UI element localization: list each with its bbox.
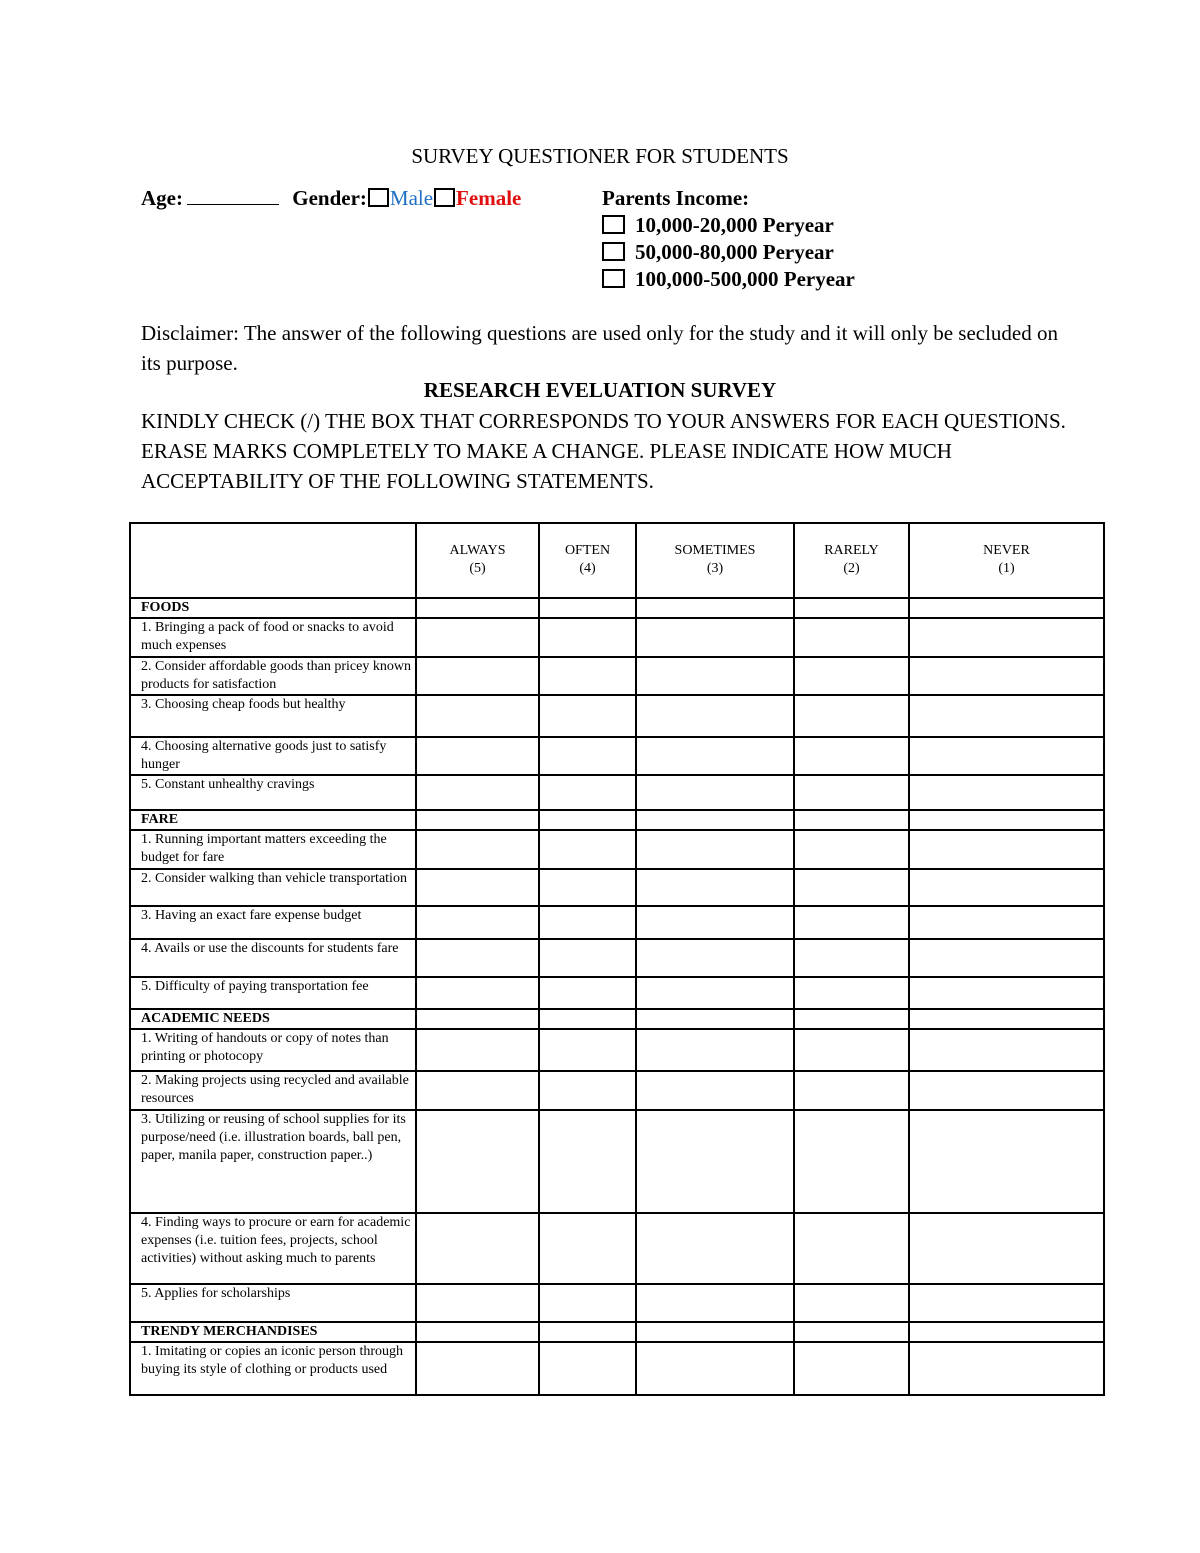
- male-label: Male: [389, 186, 434, 210]
- question-row: [130, 1071, 1104, 1110]
- category-blank-cell: [416, 598, 539, 618]
- category-blank-cell: [794, 1322, 909, 1342]
- answer-cell[interactable]: [794, 977, 909, 1009]
- category-blank-cell: [909, 810, 1104, 830]
- question-text: 4. Avails or use the discounts for students fare: [130, 939, 416, 977]
- page-title: SURVEY QUESTIONER FOR STUDENTS: [411, 144, 789, 168]
- answer-cell[interactable]: [909, 977, 1104, 1009]
- answer-cell[interactable]: [636, 1213, 794, 1284]
- question-row: [130, 1029, 1104, 1071]
- answer-cell[interactable]: [539, 1110, 636, 1213]
- answer-cell[interactable]: [909, 1110, 1104, 1213]
- answer-cell[interactable]: [636, 1071, 794, 1110]
- answer-cell[interactable]: [909, 695, 1104, 737]
- category-blank-cell: [794, 810, 909, 830]
- parents-income-group: [602, 186, 855, 294]
- answer-cell[interactable]: [539, 695, 636, 737]
- scale-header: OFTEN (4): [539, 523, 636, 598]
- answer-cell[interactable]: [794, 775, 909, 810]
- question-row: [130, 618, 1104, 657]
- question-text: 1. Running important matters exceeding the budget for fare: [130, 830, 416, 869]
- answer-cell[interactable]: [539, 737, 636, 775]
- income-checkbox[interactable]: [602, 242, 625, 261]
- answer-cell[interactable]: [794, 695, 909, 737]
- category-blank-cell: [539, 1322, 636, 1342]
- income-label: Parents Income:: [602, 186, 750, 210]
- survey-title: RESEARCH EVELUATION SURVEY: [423, 378, 777, 402]
- income-option: [602, 240, 855, 267]
- question-row: [130, 737, 1104, 775]
- question-text: 5. Difficulty of paying transportation fee: [130, 977, 416, 1009]
- category-row: [130, 1009, 1104, 1029]
- answer-cell[interactable]: [416, 869, 539, 906]
- answer-cell[interactable]: [909, 869, 1104, 906]
- category-label: ACADEMIC NEEDS: [130, 1009, 416, 1029]
- answer-cell[interactable]: [416, 939, 539, 977]
- answer-cell[interactable]: [416, 1071, 539, 1110]
- question-text: 3. Choosing cheap foods but healthy: [130, 695, 416, 737]
- answer-cell[interactable]: [539, 657, 636, 695]
- answer-cell[interactable]: [416, 1110, 539, 1213]
- answer-cell[interactable]: [416, 695, 539, 737]
- answer-cell[interactable]: [636, 1342, 794, 1395]
- answer-cell[interactable]: [539, 1213, 636, 1284]
- answer-cell[interactable]: [636, 737, 794, 775]
- answer-cell[interactable]: [636, 657, 794, 695]
- answer-cell[interactable]: [416, 1029, 539, 1071]
- answer-cell[interactable]: [539, 618, 636, 657]
- answer-cell[interactable]: [794, 1342, 909, 1395]
- age-label: Age:: [141, 186, 183, 210]
- category-blank-cell: [636, 1322, 794, 1342]
- category-label: FARE: [130, 810, 416, 830]
- answer-cell[interactable]: [794, 1110, 909, 1213]
- answer-cell[interactable]: [416, 775, 539, 810]
- question-row: [130, 939, 1104, 977]
- category-blank-cell: [636, 1009, 794, 1029]
- answer-cell[interactable]: [636, 830, 794, 869]
- answer-cell[interactable]: [794, 1071, 909, 1110]
- gender-label: Gender:: [292, 186, 367, 210]
- answer-cell[interactable]: [909, 657, 1104, 695]
- scale-header: NEVER (1): [909, 523, 1104, 598]
- income-checkbox[interactable]: [602, 215, 625, 234]
- answer-cell[interactable]: [909, 737, 1104, 775]
- answer-cell[interactable]: [909, 1284, 1104, 1322]
- answer-cell[interactable]: [909, 1342, 1104, 1395]
- question-text: 2. Consider affordable goods than pricey known products for satisfaction: [130, 657, 416, 695]
- answer-cell[interactable]: [794, 939, 909, 977]
- answer-cell[interactable]: [794, 657, 909, 695]
- answer-cell[interactable]: [416, 977, 539, 1009]
- scale-header: ALWAYS (5): [416, 523, 539, 598]
- question-text: 5. Constant unhealthy cravings: [130, 775, 416, 810]
- category-blank-cell: [539, 598, 636, 618]
- question-text: 4. Finding ways to procure or earn for academic expenses (i.e. tuition fees, projects, school activities) without asking much to parents: [130, 1213, 416, 1284]
- category-blank-cell: [794, 598, 909, 618]
- instructions: KINDLY CHECK (/) THE BOX THAT CORRESPONDS TO YOUR ANSWERS FOR EACH QUESTIONS. ERASE MARKS COMPLETELY TO MAKE A CHANGE. PLEASE INDICATE HOW MUCH ACCEPTABILITY OF THE FOLLOWING STATEMENTS.: [141, 409, 1066, 493]
- category-blank-cell: [909, 598, 1104, 618]
- answer-cell[interactable]: [909, 1071, 1104, 1110]
- answer-cell[interactable]: [909, 618, 1104, 657]
- answer-cell[interactable]: [636, 1029, 794, 1071]
- income-option-label: 50,000-80,000 Peryear: [635, 240, 834, 264]
- answer-cell[interactable]: [636, 939, 794, 977]
- category-row: [130, 810, 1104, 830]
- question-text: 2. Making projects using recycled and available resources: [130, 1071, 416, 1110]
- answer-cell[interactable]: [416, 1342, 539, 1395]
- scale-header: SOMETIMES (3): [636, 523, 794, 598]
- answer-cell[interactable]: [909, 1029, 1104, 1071]
- answer-cell[interactable]: [416, 1213, 539, 1284]
- question-row: [130, 695, 1104, 737]
- answer-cell[interactable]: [909, 830, 1104, 869]
- male-checkbox[interactable]: [368, 188, 389, 207]
- female-checkbox[interactable]: [434, 188, 455, 207]
- answer-cell[interactable]: [636, 977, 794, 1009]
- category-blank-cell: [539, 810, 636, 830]
- category-blank-cell: [416, 1322, 539, 1342]
- answer-cell[interactable]: [909, 775, 1104, 810]
- answer-cell[interactable]: [794, 1284, 909, 1322]
- question-row: [130, 1342, 1104, 1395]
- income-option: [602, 267, 855, 294]
- income-option: [602, 213, 855, 240]
- answer-cell[interactable]: [636, 775, 794, 810]
- survey-body: [130, 598, 1104, 1395]
- answer-cell[interactable]: [539, 939, 636, 977]
- statement-header: [130, 523, 416, 598]
- scale-header-row: [130, 523, 1104, 598]
- survey-table: [129, 522, 1105, 1396]
- question-row: [130, 977, 1104, 1009]
- question-text: 1. Writing of handouts or copy of notes than printing or photocopy: [130, 1029, 416, 1071]
- answer-cell[interactable]: [539, 775, 636, 810]
- answer-cell[interactable]: [794, 1029, 909, 1071]
- answer-cell[interactable]: [794, 737, 909, 775]
- question-text: 3. Utilizing or reusing of school supplies for its purpose/need (i.e. illustration boards, ball pen, paper, manila paper, construction paper..): [130, 1110, 416, 1213]
- answer-cell[interactable]: [636, 1110, 794, 1213]
- age-blank[interactable]: [187, 188, 279, 205]
- category-label: TRENDY MERCHANDISES: [130, 1322, 416, 1342]
- answer-cell[interactable]: [539, 1342, 636, 1395]
- answer-cell[interactable]: [794, 830, 909, 869]
- answer-cell[interactable]: [416, 618, 539, 657]
- category-blank-cell: [909, 1009, 1104, 1029]
- answer-cell[interactable]: [636, 695, 794, 737]
- answer-cell[interactable]: [909, 906, 1104, 939]
- answer-cell[interactable]: [636, 618, 794, 657]
- question-row: [130, 906, 1104, 939]
- answer-cell[interactable]: [416, 1284, 539, 1322]
- question-text: 1. Imitating or copies an iconic person through buying its style of clothing or products used: [130, 1342, 416, 1395]
- category-blank-cell: [909, 1322, 1104, 1342]
- answer-cell[interactable]: [416, 737, 539, 775]
- question-row: [130, 869, 1104, 906]
- question-text: 1. Bringing a pack of food or snacks to avoid much expenses: [130, 618, 416, 657]
- answer-cell[interactable]: [794, 618, 909, 657]
- answer-cell[interactable]: [539, 869, 636, 906]
- category-blank-cell: [636, 598, 794, 618]
- question-row: [130, 1110, 1104, 1213]
- category-row: [130, 1322, 1104, 1342]
- answer-cell[interactable]: [909, 939, 1104, 977]
- category-blank-cell: [416, 810, 539, 830]
- income-option-label: 100,000-500,000 Peryear: [635, 267, 855, 291]
- answer-cell[interactable]: [416, 830, 539, 869]
- scale-header: RARELY (2): [794, 523, 909, 598]
- female-label: Female: [456, 186, 522, 210]
- answer-cell[interactable]: [909, 1213, 1104, 1284]
- category-blank-cell: [416, 1009, 539, 1029]
- question-row: [130, 1213, 1104, 1284]
- answer-cell[interactable]: [636, 906, 794, 939]
- category-blank-cell: [794, 1009, 909, 1029]
- question-row: [130, 1284, 1104, 1322]
- answer-cell[interactable]: [636, 1284, 794, 1322]
- category-blank-cell: [539, 1009, 636, 1029]
- category-label: FOODS: [130, 598, 416, 618]
- answer-cell[interactable]: [416, 906, 539, 939]
- answer-cell[interactable]: [636, 869, 794, 906]
- answer-cell[interactable]: [416, 657, 539, 695]
- disclaimer: Disclaimer: The answer of the following questions are used only for the study and it will only be secluded on its purpose.: [141, 321, 1058, 375]
- question-text: 3. Having an exact fare expense budget: [130, 906, 416, 939]
- question-row: [130, 830, 1104, 869]
- answer-cell[interactable]: [539, 1284, 636, 1322]
- answer-cell[interactable]: [539, 977, 636, 1009]
- answer-cell[interactable]: [539, 830, 636, 869]
- answer-cell[interactable]: [794, 1213, 909, 1284]
- category-row: [130, 598, 1104, 618]
- question-text: 5. Applies for scholarships: [130, 1284, 416, 1322]
- question-text: 2. Consider walking than vehicle transportation: [130, 869, 416, 906]
- category-blank-cell: [636, 810, 794, 830]
- answer-cell[interactable]: [794, 869, 909, 906]
- question-text: 4. Choosing alternative goods just to satisfy hunger: [130, 737, 416, 775]
- answer-cell[interactable]: [794, 906, 909, 939]
- answer-cell[interactable]: [539, 1071, 636, 1110]
- answer-cell[interactable]: [539, 906, 636, 939]
- question-row: [130, 657, 1104, 695]
- answer-cell[interactable]: [539, 1029, 636, 1071]
- income-checkbox[interactable]: [602, 269, 625, 288]
- income-option-label: 10,000-20,000 Peryear: [635, 213, 834, 237]
- question-row: [130, 775, 1104, 810]
- personal-info-line: [141, 186, 521, 211]
